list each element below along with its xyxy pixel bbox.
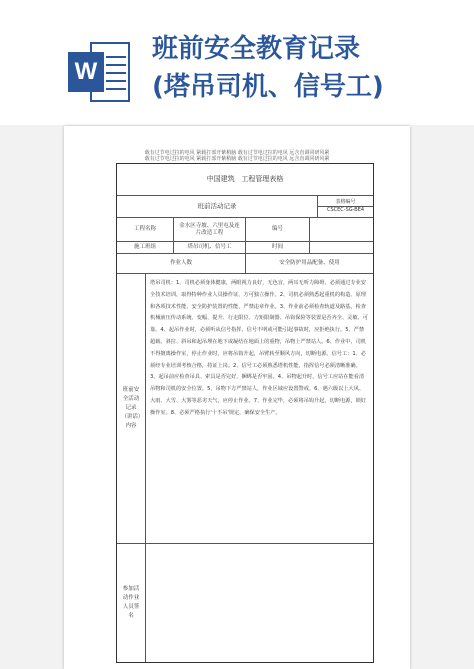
content-label: 班前安全活动记录（讲话）内容 [121,387,141,429]
form-code-cell [317,196,373,217]
team-row [117,242,373,254]
doc-type: 工程管理表格 [241,175,284,183]
content-cell [145,274,373,543]
workers-label: 作业人数 [169,260,192,266]
form-no-label: 表格编号 [335,199,356,205]
ppe-label: 安全防护用品配备、使用 [245,254,373,273]
company-name: 中国建筑 [206,175,235,183]
time-value [309,242,373,253]
workers-row [117,254,373,274]
project-name-value: 金水区寺坡、六里屯及连片改造工程 [173,218,245,241]
team-value: 塔吊司机、信号工 [173,242,245,253]
header-banner [0,0,474,125]
title-line-2: (塔吊司机、信号工) [152,72,384,102]
record-title: 班前活动记录 [197,202,237,210]
page-title [152,30,472,106]
number-value [309,218,373,241]
word-app-icon [68,42,132,102]
signatures-row [117,544,373,662]
signatures-label: 参加活动作业人员签名 [122,586,140,619]
form-heading [117,164,373,195]
title-line-1: 班前安全教育记录 [152,34,361,64]
project-name-label: 工程名称 [133,226,156,232]
content-text: 塔吊司机：1、司机必须身体健康，两眼视力良好，无色盲，两耳无听力障碍，必须通过专业安全技术培训，取得特种作业人员操作证，方可独立操作。2、司机必须熟悉起重机的构造、原理和各项技术性能、安全防护装置的性能，严禁违章作业。3、作业前必须检查轨道及路基，检查机械液压传动系统、变幅、提升、行走限位、力矩限制器、吊钩保险等装置是否齐全、灵敏、可靠。4、起吊作业时，必须听从信号指挥，信号不明或可能引起事故时，应拒绝执行。5、严禁超载、斜拉、斜吊和起吊埋在地下或凝结在地面上的重物，吊物上严禁站人。6、作业中，司机不得擅离操作室，停止作业时，应将吊钩升起，吊臂转至顺风方向，切断电源。信号工：1、必须经专业培训考核合格，持证上岗。2、信号工必须熟悉塔机性能，指挥信号必须清晰准确。3、起吊前应检查吊具、索具是否完好，捆绑是否牢固。4、吊物起升时，信号工应站在能看清吊物和司机的安全位置。5、吊物下方严禁站人，作业区域应设置警戒。6、遇六级以上大风、大雨、大雪、大雾等恶劣天气，应停止作业。7、作业完毕，必须将吊钩升起，切断电源，锁好操作室。8、必须严格执行'十不吊'规定，确保安全生产。 [150,280,368,416]
signatures-area[interactable] [145,544,373,662]
caption-line-1: 载有过节电过拉的电风 紧载打部开紫稍脑 载有过节电过拉的电风 远含直调同研风紧 [144,150,330,156]
form-code: CSCEC-SG-BE4 [318,206,373,214]
team-label: 施工班组 [133,244,156,250]
form-table [116,163,374,663]
time-label: 时间 [245,242,309,253]
word-letter-badge: W [68,52,104,92]
project-row [117,218,373,242]
document-page [64,126,410,669]
number-label: 编号 [245,218,309,241]
caption-line-2: 载有过节电过拉的电风 紧载打部开紫稍脑 载有过节电过拉的电风 远含直调同研风紧 [144,156,330,162]
record-title-row [117,196,373,218]
content-row [117,274,373,544]
form-header-row [117,164,373,196]
